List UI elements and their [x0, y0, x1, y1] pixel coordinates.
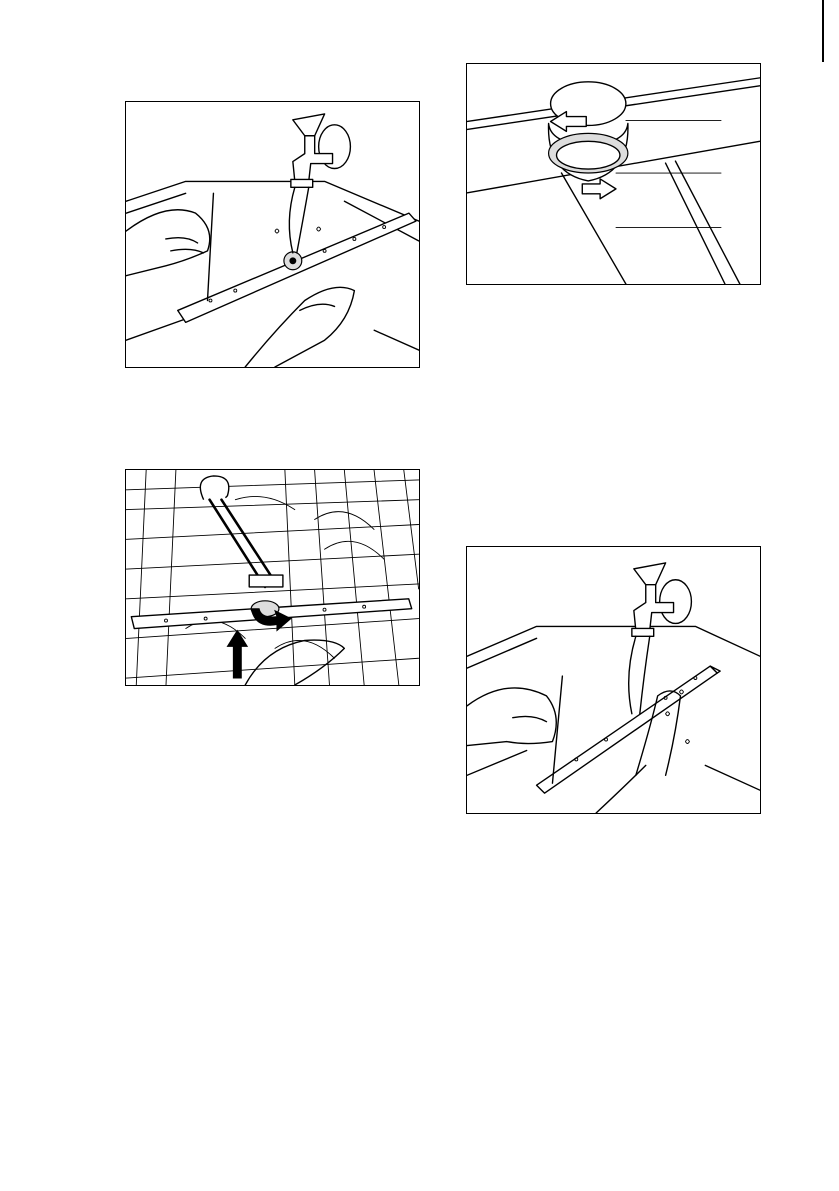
illustration-rinse-upper-spray-arm [467, 547, 760, 813]
figure-remove-spray-arm [125, 469, 420, 686]
illustration-remove-spray-arm [126, 470, 419, 685]
page-edge-mark [822, 0, 824, 62]
illustration-bayonet-detail [467, 64, 760, 284]
illustration-rinse-spray-arm [126, 102, 419, 367]
figure-rinse-upper-spray-arm [466, 546, 761, 814]
figure-bayonet-detail [466, 63, 761, 285]
figure-rinse-spray-arm [125, 101, 420, 368]
